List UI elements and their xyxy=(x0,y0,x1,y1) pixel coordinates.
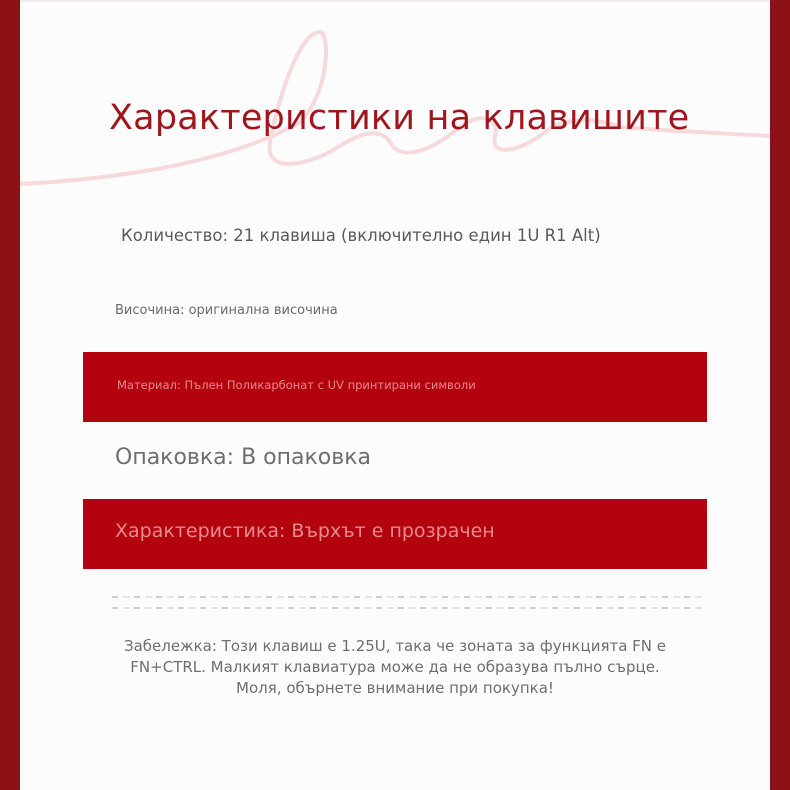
spec-material-band xyxy=(83,352,707,422)
spec-height: Височина: оригинална височина xyxy=(115,303,338,318)
artifact-line xyxy=(112,596,706,598)
illegible-text-artifact xyxy=(112,596,706,622)
spec-feature: Характеристика: Върхът е прозрачен xyxy=(115,520,495,542)
note-line: Моля, обърнете внимание при покупка! xyxy=(236,679,554,697)
note-line: FN+CTRL. Малкият клавиатура може да не образува пълно сърце. xyxy=(130,658,660,676)
left-frame-border xyxy=(0,0,20,790)
page-title: Характеристики на клавишите xyxy=(109,98,690,138)
product-spec-panel xyxy=(20,0,770,790)
spec-quantity: Количество: 21 клавиша (включително един 1U R1 Alt) xyxy=(121,226,601,245)
note-line: Забележка: Този клавиш е 1.25U, така че зоната за функцията FN е xyxy=(123,637,667,655)
right-frame-border xyxy=(770,0,790,790)
spec-material: Материал: Пълен Поликарбонат с UV принтирани символи xyxy=(117,378,476,392)
purchase-note xyxy=(83,636,707,699)
spec-feature-band xyxy=(83,499,707,569)
artifact-line xyxy=(112,607,706,609)
spec-packaging: Опаковка: В опаковка xyxy=(115,445,371,470)
